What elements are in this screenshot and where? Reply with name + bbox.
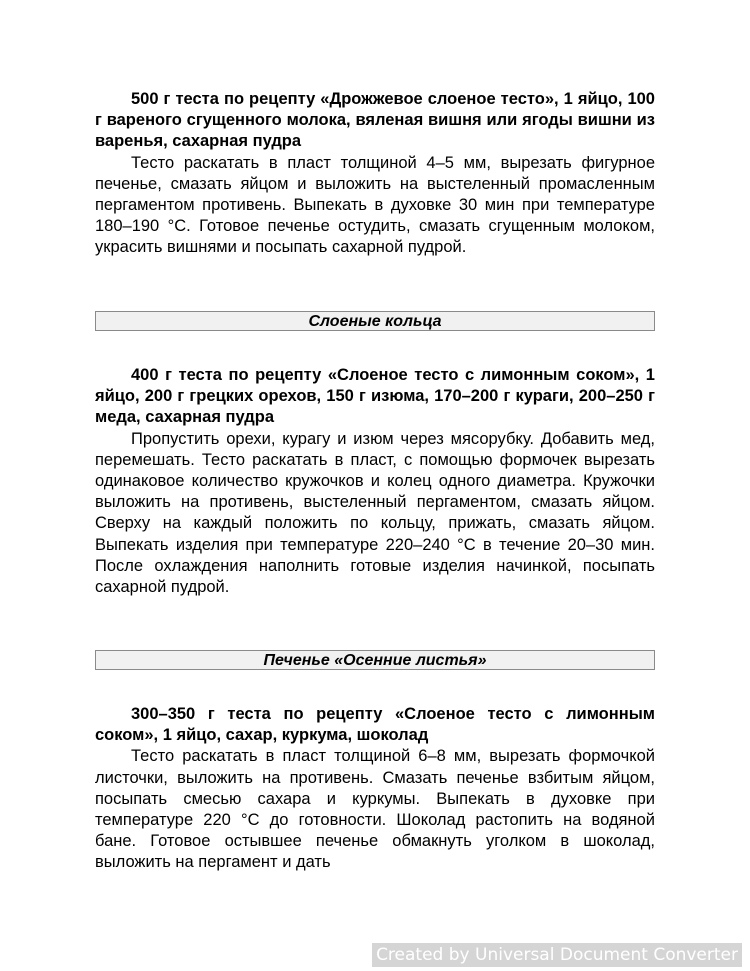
recipe-2-ingredients: 400 г теста по рецепту «Слоеное тесто с лимонным соком», 1 яйцо, 200 г грецких орехов, 150 г изюма, 170–200 г кураги, 200–250 г меда, сахарная пудра (95, 366, 655, 427)
recipe-1-ingredients: 500 г теста по рецепту «Дрожжевое слоеное тесто», 1 яйцо, 100 г вареного сгущенного молока, вяленая вишня или ягоды вишни из варенья, сахарная пудра (95, 90, 655, 151)
recipe-block-3 (95, 704, 655, 874)
recipe-1-method: Тесто раскатать в пласт толщиной 4–5 мм, вырезать фигурное печенье, смазать яйцом и выложить на выстеленный промасленным пергаментом противень. Выпекать в духовке 30 мин при температуре 180–190 °С. Готовое печенье остудить, смазать сгущенным молоком, украсить вишнями и посыпать сахарной пудрой. (95, 153, 655, 257)
recipe-3-title: Печенье «Осенние листья» (95, 650, 655, 670)
recipe-2-method: Пропустить орехи, курагу и изюм через мясорубку. Добавить мед, перемешать. Тесто раскатать в пласт, с помощью формочек вырезать одинаковое количество кружочков и колец одного диаметра. Кружочки выложить на противень, выстеленный пергаментом, смазать яйцом. Сверху на каждый положить по кольцу, прижать, смазать яйцом. Выпекать изделия при температуре 220–240 °С в течение 20–30 мин. После охлаждения наполнить готовые изделия начинкой, посыпать сахарной пудрой. (95, 429, 655, 597)
recipe-block-2 (95, 365, 655, 598)
recipe-3-method: Тесто раскатать в пласт толщиной 6–8 мм, вырезать формочкой листочки, выложить на противень. Смазать печенье взбитым яйцом, посыпать смесью сахара и куркумы. Выпекать в духовке при температуре 220 °С до готовности. Шоколад растопить на водяной бане. Готовое остывшее печенье обмакнуть уголком в шоколад, выложить на пергамент и дать (95, 747, 655, 872)
recipe-3-ingredients: 300–350 г теста по рецепту «Слоеное тесто с лимонным соком», 1 яйцо, сахар, куркума, шоколад (95, 705, 655, 745)
recipe-2-title: Слоеные кольца (95, 311, 655, 331)
recipe-block-1 (95, 89, 655, 259)
watermark-footer: Created by Universal Document Converter (372, 943, 742, 967)
